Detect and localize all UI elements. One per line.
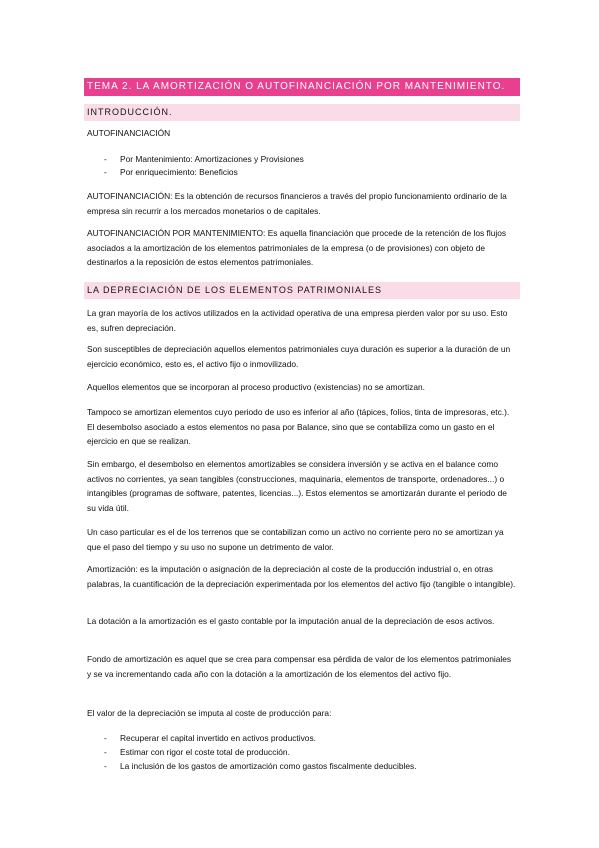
paragraph-definition: AUTOFINANCIACIÓN: Es la obtención de recursos financieros a través del propio funcionamiento ordinario de la empresa sin recurrir a los mercados monetarios o de capitales. [87, 191, 507, 216]
list-item: - Por Mantenimiento: Amortizaciones y Provisiones [104, 154, 304, 164]
paragraph: Tampoco se amortizan elementos cuyo periodo de uso es inferior al año (tápices, folios, tinta de impresoras, etc.). El desembolso asociado a estos elementos no pasa por Balance, sino que se contabiliza como un gasto en el ejercicio en que se realizan. [87, 407, 510, 446]
label-autofinanciacion: AUTOFINANCIACIÓN [87, 128, 171, 138]
paragraph: Fondo de amortización es aquel que se crea para compensar esa pérdida de valor de los elementos patrimoniales y se va incrementando cada año con la dotación a la amortización de los elementos del activo fijo. [87, 654, 512, 679]
paragraph: Sin embargo, el desembolso en elementos amortizables se considera inversión y se activa en el balance como activos no corrientes, ya sean tangibles (construcciones, maquinaria, elementos de transporte, ordenadores...) o intangibles (programas de software, patentes, licencias...). Estos elementos se amortizarán durante el periodo de su vida útil. [87, 459, 507, 513]
paragraph: Aquellos elementos que se incorporan al proceso productivo (existencias) no se amortizan. [87, 382, 425, 392]
list-item: - Estimar con rigor el coste total de producción. [104, 747, 290, 757]
paragraph: Un caso particular es el de los terrenos que se contabilizan como un activo no corriente pero no se amortizan ya que el paso del tiempo y su uso no supone un detrimento de valor. [87, 527, 504, 552]
paragraph: Amortización: es la imputación o asignación de la depreciación al coste de la producción industrial o, en otras palabras, la cuantificación de la depreciación experimentada por los elementos del activo fijo (tangible o intangible). [87, 564, 516, 589]
paragraph: Son susceptibles de depreciación aquellos elementos patrimoniales cuya duración es superior a la duración de un ejercicio económico, esto es, el activo fijo o inmovilizado. [87, 344, 511, 369]
list-item: - Por enriquecimiento: Beneficios [104, 167, 238, 177]
paragraph-definition-mantenimiento: AUTOFINANCIACIÓN POR MANTENIMIENTO: Es aquella financiación que procede de la retención de los flujos asociados a la amortización de los elementos patrimoniales de la empresa (o de provisiones) con objeto de destinarlos a la reposición de estos elementos patrimoniales. [87, 228, 507, 267]
paragraph: La gran mayoría de los activos utilizados en la actividad operativa de una empresa pierden valor por su uso. Esto es, sufren depreciación. [87, 308, 508, 333]
list-item: - Recuperar el capital invertido en activos productivos. [104, 733, 316, 743]
paragraph: La dotación a la amortización es el gasto contable por la imputación anual de la depreciación de esos activos. [87, 616, 495, 626]
paragraph: El valor de la depreciación se imputa al coste de producción para: [87, 708, 332, 718]
page-title: TEMA 2. LA AMORTIZACIÓN O AUTOFINANCIACIÓN POR MANTENIMIENTO. [84, 78, 520, 96]
section-heading-depreciacion: LA DEPRECIACIÓN DE LOS ELEMENTOS PATRIMONIALES [84, 282, 520, 299]
list-item: - La inclusión de los gastos de amortización como gastos fiscalmente deducibles. [104, 761, 417, 771]
section-heading-introduccion: INTRODUCCIÓN. [84, 104, 520, 121]
